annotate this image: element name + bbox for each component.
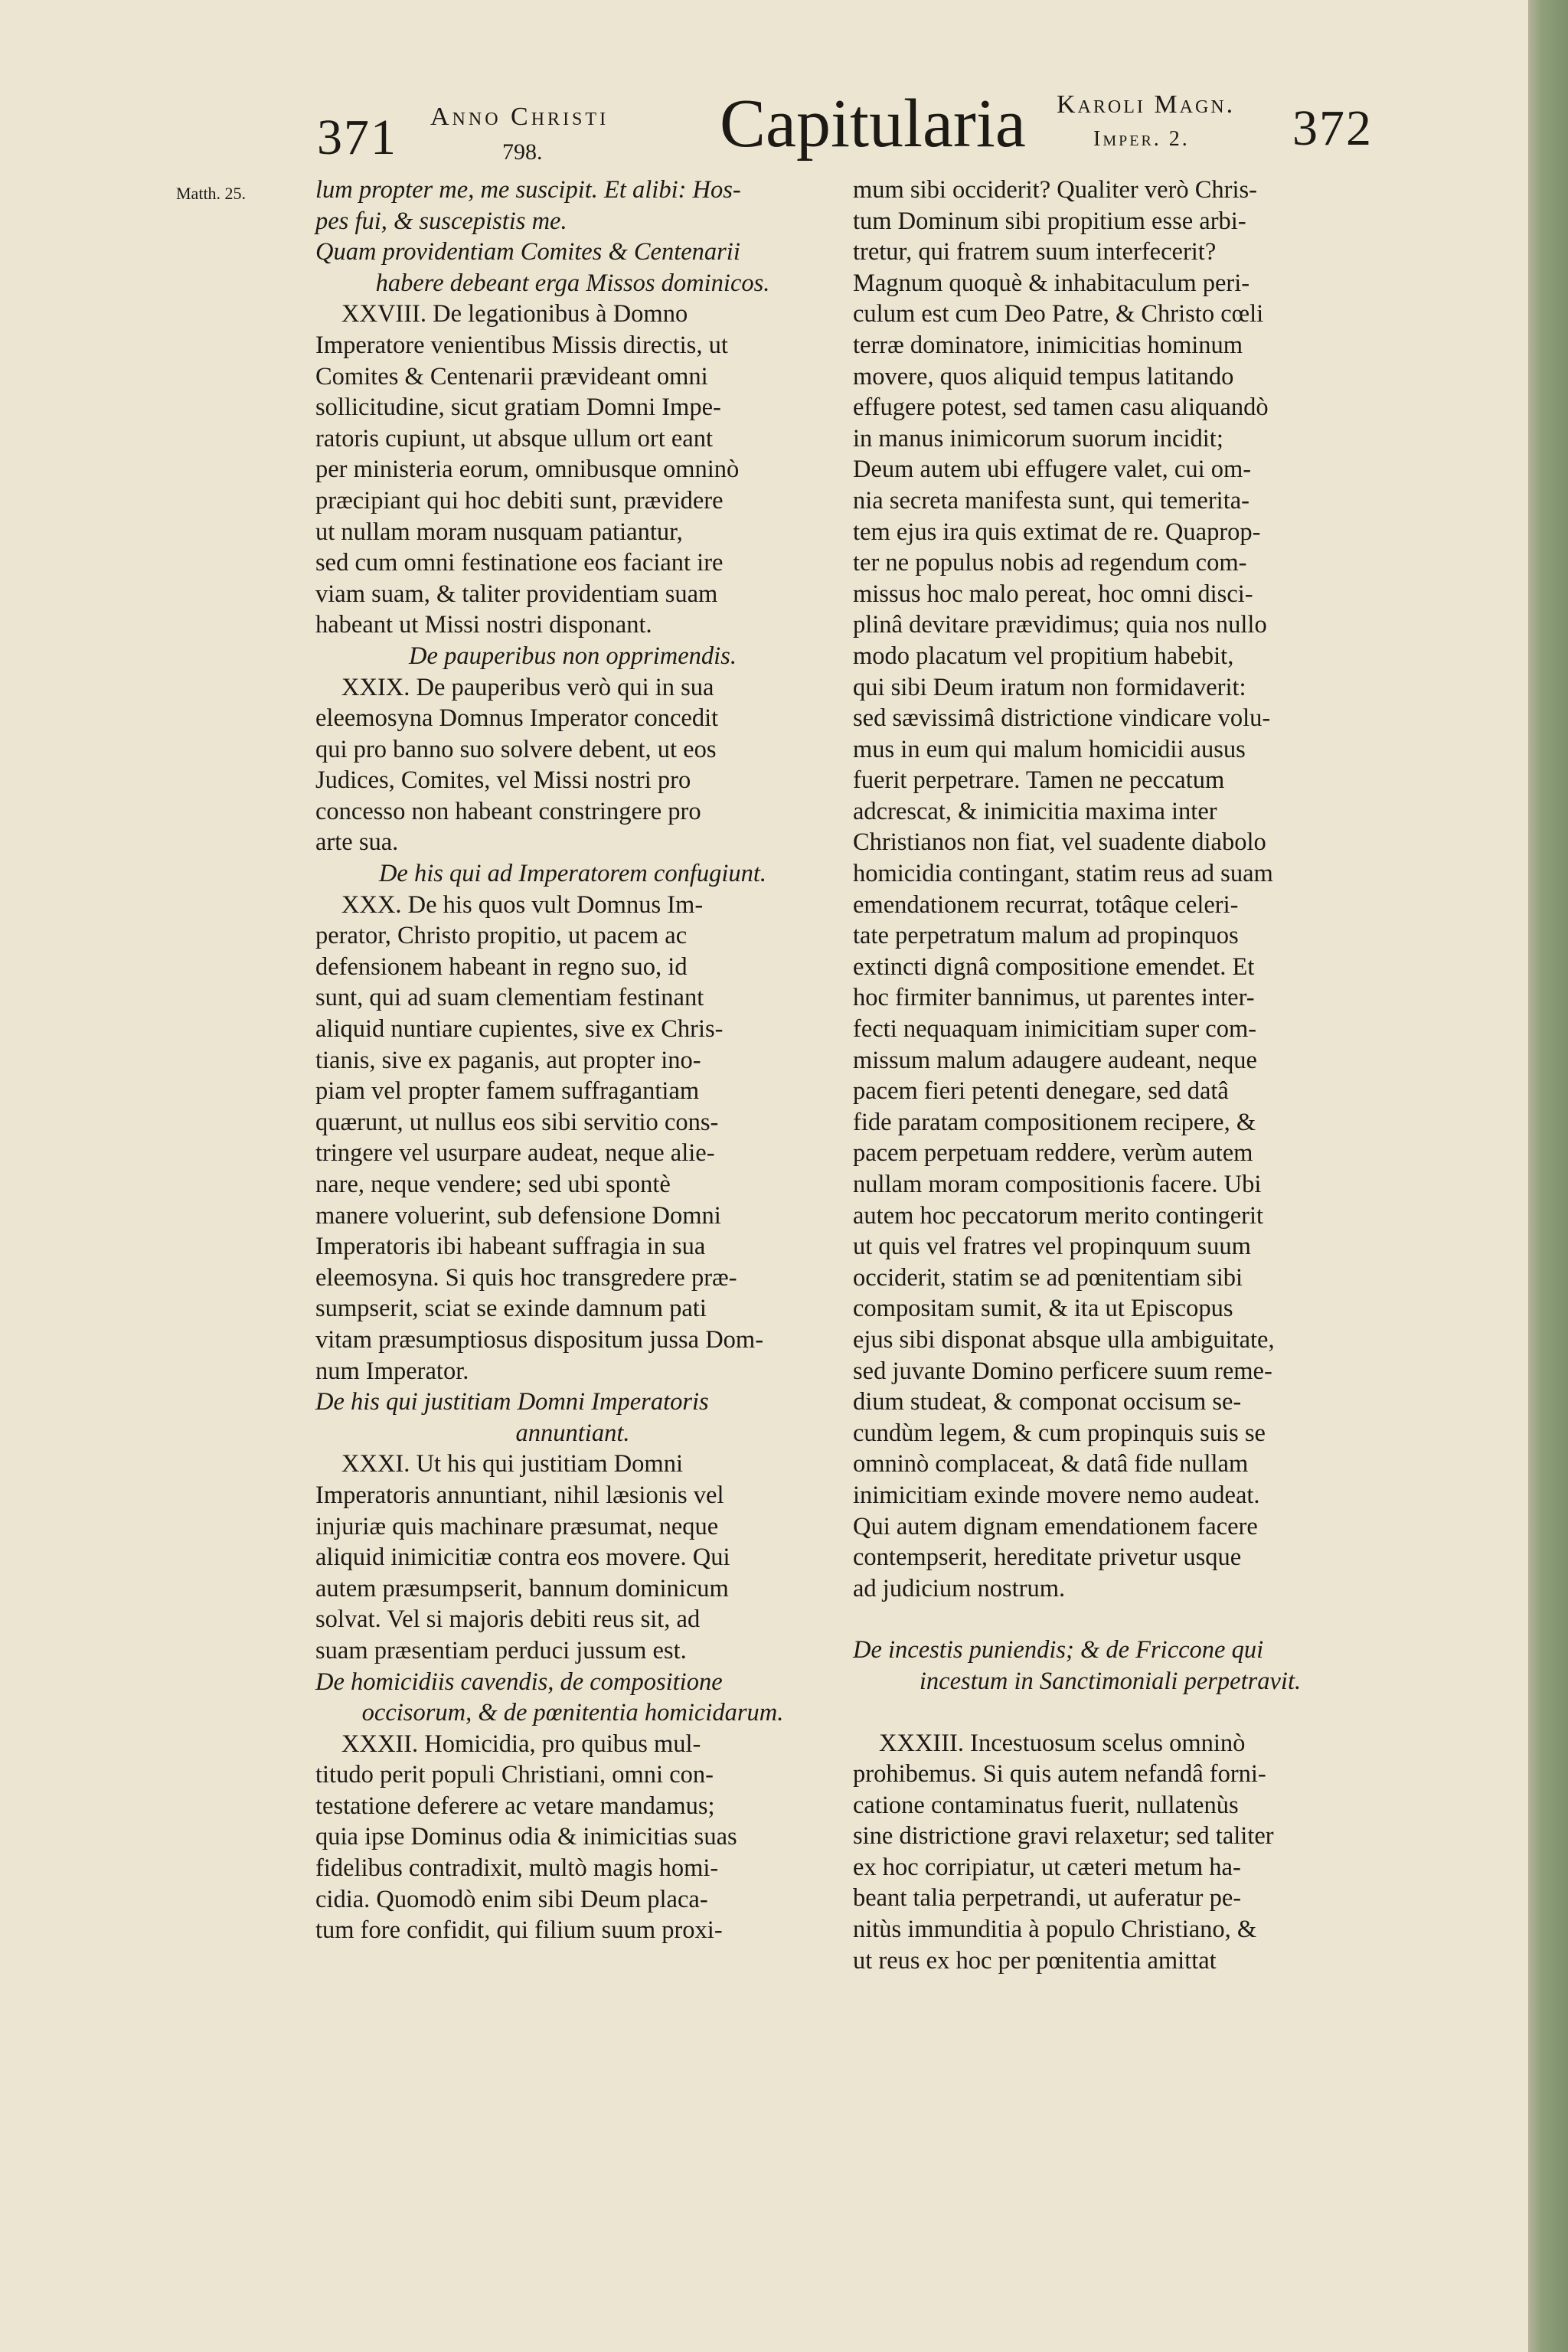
text-line: emendationem recurrat, totâque celeri- bbox=[853, 890, 1239, 919]
text-line: sollicitudine, sicut gratiam Domni Impe- bbox=[315, 394, 721, 422]
text-line: concesso non habeant constringere pro bbox=[315, 797, 701, 825]
text-line: piam vel propter famem suffragantiam bbox=[315, 1077, 700, 1106]
text-line bbox=[853, 1604, 1367, 1635]
text-line: autem præsumpserit, bannum dominicum bbox=[315, 1574, 729, 1602]
text-line: nitùs immunditia à populo Christiano, & bbox=[853, 1916, 1257, 1944]
text-line: vitam præsumptiosus dispositum jussa Dom- bbox=[315, 1325, 764, 1354]
text-line: suam præsentiam perduci jussum est. bbox=[315, 1636, 687, 1664]
text-line: contempserit, hereditate privetur usque bbox=[853, 1544, 1242, 1572]
text-line: qui sibi Deum iratum non formidaverit: bbox=[853, 673, 1246, 701]
text-line: Imperatore venientibus Missis directis, ut bbox=[315, 331, 728, 359]
text-line: adcrescat, & inimicitia maxima inter bbox=[853, 797, 1217, 825]
text-line: tianis, sive ex paganis, aut propter ino- bbox=[315, 1046, 701, 1074]
running-head-karoli: Karoli Magn. bbox=[1057, 90, 1236, 119]
text-line: sine districtione gravi relaxetur; sed taliter bbox=[853, 1822, 1274, 1851]
text-line: homicidia contingant, statim reus ad suam bbox=[853, 860, 1273, 888]
page-number-left: 371 bbox=[317, 109, 397, 165]
text-line: Christianos non fiat, vel suadente diabolo bbox=[853, 828, 1266, 857]
running-head-title: Capitularia bbox=[720, 86, 1026, 162]
section-heading-line: lum propter me, me suscipit. Et alibi: Hos- bbox=[315, 176, 741, 204]
text-line: pacem perpetuam reddere, verùm autem bbox=[853, 1139, 1253, 1168]
text-line: sunt, qui ad suam clementiam festinant bbox=[315, 984, 704, 1012]
text-line: eleemosyna. Si quis hoc transgredere præ- bbox=[315, 1263, 737, 1292]
text-line: effugere potest, sed tamen casu aliquandò bbox=[853, 394, 1269, 422]
text-line: inimicitiam exinde movere nemo audeat. bbox=[853, 1481, 1260, 1509]
text-line: ut nullam moram nusquam patiantur, bbox=[315, 518, 683, 546]
text-line: tringere vel usurpare audeat, neque alie- bbox=[315, 1139, 715, 1168]
text-line: quia ipse Dominus odia & inimicitias suas bbox=[315, 1823, 737, 1851]
running-head-anno: Anno Christi bbox=[430, 103, 609, 131]
section-heading-line: pes fui, & suscepistis me. bbox=[315, 207, 567, 235]
text-line: viam suam, & taliter providentiam suam bbox=[315, 580, 718, 608]
section-heading-line: Quam providentiam Comites & Centenarii bbox=[315, 238, 740, 266]
section-heading-line: De his qui ad Imperatorem confugiunt. bbox=[378, 860, 767, 888]
text-line: ad judicium nostrum. bbox=[853, 1574, 1066, 1602]
text-line: nia secreta manifesta sunt, qui temerita- bbox=[853, 486, 1250, 514]
text-line: Magnum quoquè & inhabitaculum peri- bbox=[853, 269, 1250, 297]
text-line: ut quis vel fratres vel propinquum suum bbox=[853, 1233, 1251, 1261]
text-line: movere, quos aliquid tempus latitando bbox=[853, 362, 1234, 390]
text-line: missum malum adaugere audeant, neque bbox=[853, 1046, 1257, 1074]
section-heading-line: incestum in Sanctimoniali perpetravit. bbox=[919, 1667, 1302, 1695]
text-line: tate perpetratum malum ad propinquos bbox=[853, 922, 1239, 950]
text-line: catione contaminatus fuerit, nullatenùs bbox=[853, 1791, 1239, 1819]
text-line: in manus inimicorum suorum incidit; bbox=[853, 424, 1223, 452]
text-line: nare, neque vendere; sed ubi spontè bbox=[315, 1171, 671, 1198]
text-line: fidelibus contradixit, multò magis homi- bbox=[315, 1854, 719, 1883]
text-line: dium studeat, & componat occisum se- bbox=[853, 1388, 1242, 1416]
text-line bbox=[853, 1697, 1367, 1728]
section-heading-line: De his qui justitiam Domni Imperatoris bbox=[315, 1388, 709, 1416]
section-heading-line: annuntiant. bbox=[515, 1419, 630, 1447]
section-heading-line: De incestis puniendis; & de Friccone qui bbox=[853, 1636, 1264, 1664]
text-line: ratoris cupiunt, ut absque ullum ort eant bbox=[315, 424, 713, 452]
section-heading-line: De pauperibus non opprimendis. bbox=[409, 642, 737, 670]
text-line: arte sua. bbox=[315, 828, 399, 857]
right-column bbox=[853, 175, 1367, 1976]
text-line: plinâ devitare prævidimus; quia nos nullo bbox=[853, 611, 1267, 639]
section-heading-line: De homicidiis cavendis, de compositione bbox=[315, 1668, 723, 1696]
text-line: tum fore confidit, qui filium suum proxi- bbox=[315, 1916, 723, 1945]
text-line: Imperatoris ibi habeant suffragia in sua bbox=[315, 1233, 706, 1261]
text-line: autem hoc peccatorum merito contingerit bbox=[853, 1201, 1264, 1230]
text-line: sed cum omni festinatione eos faciant ire bbox=[315, 549, 724, 577]
text-line: habeant ut Missi nostri disponant. bbox=[315, 611, 652, 639]
text-line: nullam moram compositionis facere. Ubi bbox=[853, 1171, 1262, 1198]
text-line: terræ dominatore, inimicitias hominum bbox=[853, 331, 1243, 359]
text-line: titudo perit populi Christiani, omni con- bbox=[315, 1761, 714, 1789]
text-line: testatione deferere ac vetare mandamus; bbox=[315, 1792, 715, 1820]
text-line: hoc firmiter bannimus, ut parentes inter- bbox=[853, 984, 1255, 1012]
page-edge bbox=[1528, 0, 1568, 2352]
text-line: fuerit perpetrare. Tamen ne peccatum bbox=[853, 766, 1225, 795]
text-line: XXIX. De pauperibus verò qui in sua bbox=[341, 673, 714, 701]
text-line: qui pro banno suo solvere debent, ut eos bbox=[315, 735, 717, 763]
text-line: beant talia perpetrandi, ut auferatur pe- bbox=[853, 1884, 1242, 1913]
text-line: extincti dignâ compositione emendet. Et bbox=[853, 952, 1255, 981]
text-line: tem ejus ira quis extimat de re. Quaprop- bbox=[853, 518, 1261, 546]
running-head-year: 798. bbox=[502, 139, 543, 165]
page-number-right: 372 bbox=[1292, 100, 1373, 156]
text-line: per ministeria eorum, omnibusque omninò bbox=[315, 456, 740, 484]
text-line: XXXIII. Incestuosum scelus omninò bbox=[879, 1729, 1246, 1757]
text-line: ejus sibi disponat absque ulla ambiguitate, bbox=[853, 1325, 1275, 1354]
text-line: compositam sumit, & ita ut Episcopus bbox=[853, 1295, 1233, 1323]
text-line: fide paratam compositionem recipere, & bbox=[853, 1108, 1256, 1136]
text-line: aliquid inimicitiæ contra eos movere. Qui bbox=[315, 1544, 730, 1572]
text-line: eleemosyna Domnus Imperator concedit bbox=[315, 704, 719, 733]
text-line: ter ne populus nobis ad regendum com- bbox=[853, 549, 1247, 577]
text-line: omninò complaceat, & datâ fide nullam bbox=[853, 1450, 1249, 1478]
running-head-imper: Imper. 2. bbox=[1093, 127, 1190, 151]
left-column bbox=[315, 175, 830, 1946]
text-line: sumpserit, sciat se exinde damnum pati bbox=[315, 1295, 707, 1323]
text-line: quærunt, ut nullus eos sibi servitio cons- bbox=[315, 1108, 719, 1136]
text-line: sed sævissimâ districtione vindicare volu- bbox=[853, 704, 1271, 733]
text-line: XXVIII. De legationibus à Domno bbox=[341, 300, 688, 328]
text-line: pacem fieri petenti denegare, sed datâ bbox=[853, 1077, 1229, 1106]
text-line: Comites & Centenarii prævideant omni bbox=[315, 362, 708, 390]
text-line: occiderit, statim se ad pœnitentiam sibi bbox=[853, 1263, 1243, 1292]
text-line: cundùm legem, & cum propinquis suis se bbox=[853, 1419, 1266, 1447]
text-line: ex hoc corripiatur, ut cæteri metum ha- bbox=[853, 1853, 1241, 1881]
margin-reference: Matth. 25. bbox=[176, 184, 247, 203]
text-line: defensionem habeant in regno suo, id bbox=[315, 952, 688, 981]
text-line: num Imperator. bbox=[315, 1357, 469, 1385]
text-line: tretur, qui fratrem suum interfecerit? bbox=[853, 238, 1217, 266]
text-line: prohibemus. Si quis autem nefandâ forni- bbox=[853, 1760, 1266, 1788]
text-line: missus hoc malo pereat, hoc omni disci- bbox=[853, 580, 1253, 608]
text-line: præcipiant qui hoc debiti sunt, prævidere bbox=[315, 486, 724, 514]
text-line: XXX. De his quos vult Domnus Im- bbox=[341, 890, 704, 919]
text-line: fecti nequaquam inimicitiam super com- bbox=[853, 1015, 1257, 1044]
text-line: XXXII. Homicidia, pro quibus mul- bbox=[341, 1730, 701, 1758]
section-heading-line: occisorum, & de pœnitentia homicidarum. bbox=[361, 1699, 784, 1727]
text-line: injuriæ quis machinare præsumat, neque bbox=[315, 1512, 719, 1540]
text-line: mus in eum qui malum homicidii ausus bbox=[853, 735, 1246, 763]
text-line: Deum autem ubi effugere valet, cui om- bbox=[853, 456, 1252, 484]
text-line: aliquid nuntiare cupientes, sive ex Chris- bbox=[315, 1015, 724, 1044]
text-line: ut reus ex hoc per pœnitentia amittat bbox=[853, 1946, 1217, 1975]
text-line: XXXI. Ut his qui justitiam Domni bbox=[341, 1450, 683, 1478]
text-line: Judices, Comites, vel Missi nostri pro bbox=[315, 766, 691, 795]
text-line: solvat. Vel si majoris debiti reus sit, ad bbox=[315, 1606, 701, 1634]
text-line: mum sibi occiderit? Qualiter verò Chris- bbox=[853, 176, 1257, 204]
text-line: modo placatum vel propitium habebit, bbox=[853, 642, 1234, 670]
text-line: manere voluerint, sub defensione Domni bbox=[315, 1201, 721, 1230]
text-line: sed juvante Domino perficere suum reme- bbox=[853, 1357, 1272, 1385]
text-line: Qui autem dignam emendationem facere bbox=[853, 1512, 1258, 1540]
text-line: cidia. Quomodò enim sibi Deum placa- bbox=[315, 1885, 708, 1913]
text-line: Imperatoris annuntiant, nihil læsionis vel bbox=[315, 1481, 724, 1509]
text-line: tum Dominum sibi propitium esse arbi- bbox=[853, 207, 1246, 235]
text-line: culum est cum Deo Patre, & Christo cœli bbox=[853, 300, 1264, 328]
section-heading-line: habere debeant erga Missos dominicos. bbox=[375, 269, 770, 297]
text-line: perator, Christo propitio, ut pacem ac bbox=[315, 922, 688, 950]
